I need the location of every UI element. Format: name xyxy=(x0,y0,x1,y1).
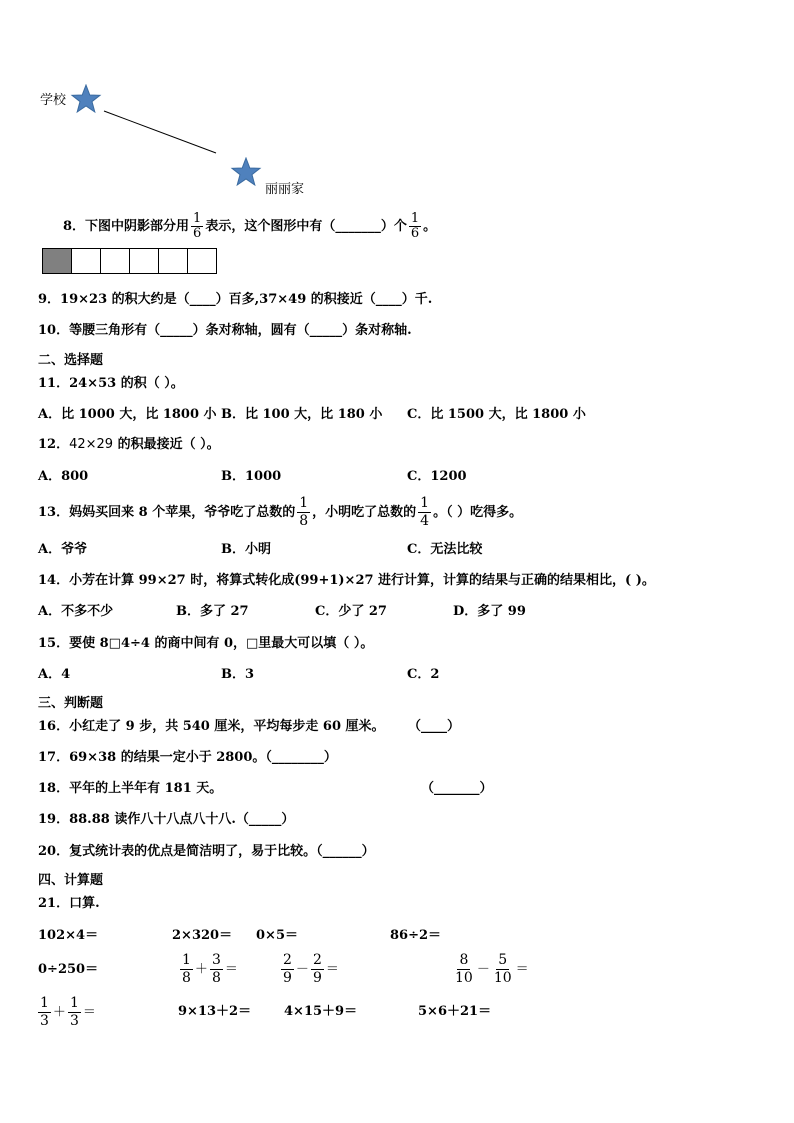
question-14: 14．小芳在计算 99×27 时，将算式转化成(99+1)×27 进行计算，计算的结果与正确的结果相比，( )。 xyxy=(38,573,655,588)
calc-item: 102×4＝ xyxy=(38,928,99,943)
school-label: 学校 xyxy=(40,93,67,108)
grid-cell xyxy=(158,248,188,274)
question-16: 16．小红走了 9 步，共 540 厘米，平均每步走 60 厘米。 xyxy=(38,719,385,734)
q15-option-c: C．2 xyxy=(407,667,440,682)
q14-option-c: C．少了 27 xyxy=(315,604,387,619)
q15-option-b: B．3 xyxy=(221,667,255,682)
calc-fraction-sub: $\frac{8}{10}$ － $\frac{5}{10}$ ＝ xyxy=(455,952,529,986)
q18-blank: （_______） xyxy=(421,781,493,796)
calc-item: 9×13＋2＝ xyxy=(178,1004,252,1019)
home-label: 丽丽家 xyxy=(265,182,305,197)
calc-item: 2×320＝ xyxy=(172,928,233,943)
home-star-icon xyxy=(230,157,262,187)
section-title-calc: 四、计算题 xyxy=(38,873,104,888)
question-18: 18．平年的上半年有 181 天。 xyxy=(38,781,223,796)
question-9: 9．19×23 的积大约是（____）百多,37×49 的积接近（____）千. xyxy=(38,292,433,307)
shaded-grid xyxy=(43,248,217,274)
route-line xyxy=(100,105,220,157)
section-title-choice: 二、选择题 xyxy=(38,353,104,368)
q12-option-b: B．1000 xyxy=(221,469,282,484)
q14-option-b: B．多了 27 xyxy=(176,604,249,619)
section-title-judge: 三、判断题 xyxy=(38,696,104,711)
q16-blank: （____） xyxy=(408,719,461,734)
q12-option-c: C．1200 xyxy=(407,469,467,484)
q13-option-c: C．无法比较 xyxy=(407,542,483,557)
question-11: 11．24×53 的积（ ）。 xyxy=(38,376,184,391)
grid-cell xyxy=(129,248,159,274)
question-17: 17．69×38 的结果一定小于 2800。（________） xyxy=(38,750,337,765)
question-12: 12．42×29 的积最接近（ ）。 xyxy=(38,437,220,452)
q13-option-b: B．小明 xyxy=(221,542,271,557)
q14-option-a: A．不多不少 xyxy=(38,604,114,619)
grid-cell xyxy=(100,248,130,274)
grid-cell xyxy=(71,248,101,274)
calc-fraction-sub: $\frac{2}{9}$ － $\frac{2}{9}$ ＝ xyxy=(283,952,339,986)
school-star-icon xyxy=(70,84,102,114)
question-19: 19．88.88 读作八十八点八十八.（_____） xyxy=(38,812,295,827)
question-15: 15．要使 8□4÷4 的商中间有 0，□里最大可以填（ ）。 xyxy=(38,636,374,651)
q14-option-d: D．多了 99 xyxy=(453,604,526,619)
grid-cell xyxy=(187,248,217,274)
q11-option-a: A．比 1000 大，比 1800 小 xyxy=(38,407,217,422)
calc-item: 0÷250＝ xyxy=(38,962,99,977)
calc-item: 5×6＋21＝ xyxy=(418,1004,492,1019)
q12-option-a: A．800 xyxy=(38,469,89,484)
question-21: 21．口算. xyxy=(38,896,100,911)
calc-fraction-add: $\frac{1}{3}$ ＋ $\frac{1}{3}$ ＝ xyxy=(40,995,96,1029)
question-8: 8．下图中阴影部分用 $\frac{1}{6}$ 表示，这个图形中有（_______）个 $\frac{1}{6}$ 。 xyxy=(63,211,437,241)
q13-option-a: A．爷爷 xyxy=(38,542,88,557)
grid-cell-shaded xyxy=(42,248,72,274)
question-20: 20．复式统计表的优点是简洁明了，易于比较。（______） xyxy=(38,844,375,859)
q11-option-b: B．比 100 大，比 180 小 xyxy=(221,407,383,422)
calc-item: 0×5＝ xyxy=(256,928,298,943)
question-13: 13．妈妈买回来 8 个苹果，爷爷吃了总数的 $\frac{1}{8}$ ，小明吃了总数的 $\frac{1}{4}$ 。（ ）吃得多。 xyxy=(38,495,523,529)
calc-fraction-add: $\frac{1}{8}$ ＋ $\frac{3}{8}$ ＝ xyxy=(182,952,238,986)
question-10: 10．等腰三角形有（_____）条对称轴，圆有（_____）条对称轴. xyxy=(38,323,412,338)
q15-option-a: A．4 xyxy=(38,667,71,682)
calc-item: 86÷2＝ xyxy=(390,928,442,943)
calc-item: 4×15＋9＝ xyxy=(284,1004,358,1019)
q11-option-c: C．比 1500 大，比 1800 小 xyxy=(407,407,586,422)
